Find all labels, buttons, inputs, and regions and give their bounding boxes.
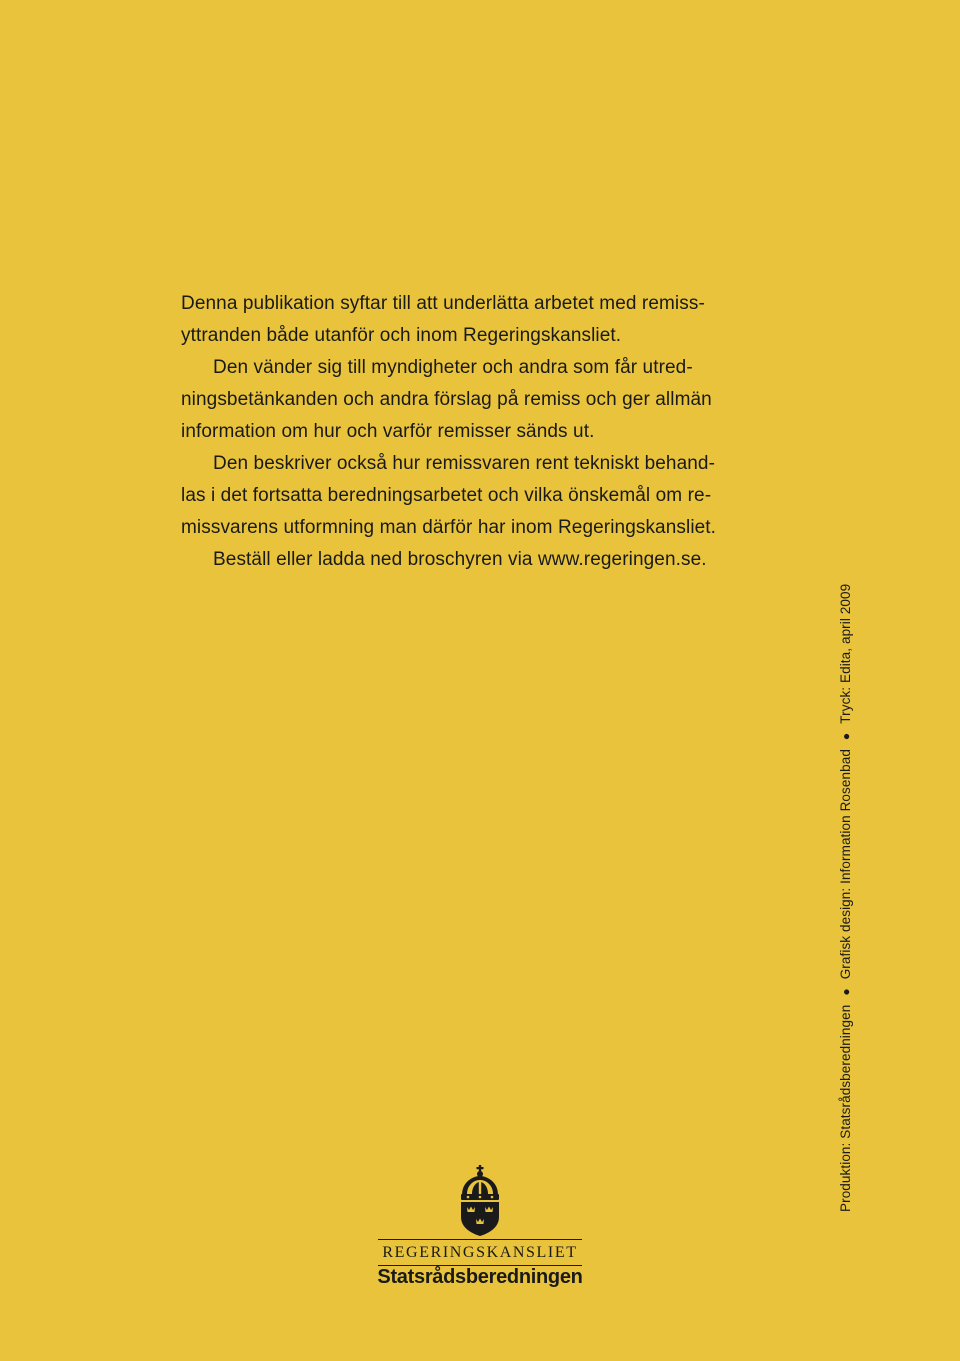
bullet-separator: ● <box>839 732 853 741</box>
logo-wordmark: REGERINGSKANSLIET <box>382 1244 578 1261</box>
description-line: Denna publikation syftar till att underlätta arbetet med remiss- <box>181 293 705 314</box>
description-line: information om hur och varför remisser sänds ut. <box>181 421 595 442</box>
description-line: Den vänder sig till myndigheter och andra som får utred- <box>213 357 693 378</box>
description-line: Beställ eller ladda ned broschyren via www.regeringen.se. <box>213 549 707 570</box>
department-name: Statsrådsberedningen <box>377 1266 583 1288</box>
colophon-production: Produktion: Statsrådsberedningen <box>838 1004 853 1212</box>
colophon <box>838 584 854 1212</box>
colophon-print: Tryck: Edita, april 2009 <box>838 583 853 724</box>
description-line: missvarens utformning man därför har inom Regeringskansliet. <box>181 517 717 538</box>
regeringskansliet-logo <box>378 1165 582 1266</box>
description-line: ningsbetänkanden och andra förslag på remiss och ger allmän <box>181 389 712 410</box>
description-line: yttranden både utanför och inom Regeringskansliet. <box>181 325 622 346</box>
publication-description <box>181 288 791 576</box>
bullet-separator: ● <box>839 988 853 996</box>
logo-rule-top <box>378 1239 582 1240</box>
description-line: las i det fortsatta beredningsarbetet och vilka önskemål om re- <box>181 485 712 506</box>
royal-crest-icon <box>456 1165 504 1237</box>
description-line: Den beskriver också hur remissvaren rent tekniskt behand- <box>213 453 716 474</box>
colophon-design: Grafisk design: Information Rosenbad <box>838 749 853 980</box>
